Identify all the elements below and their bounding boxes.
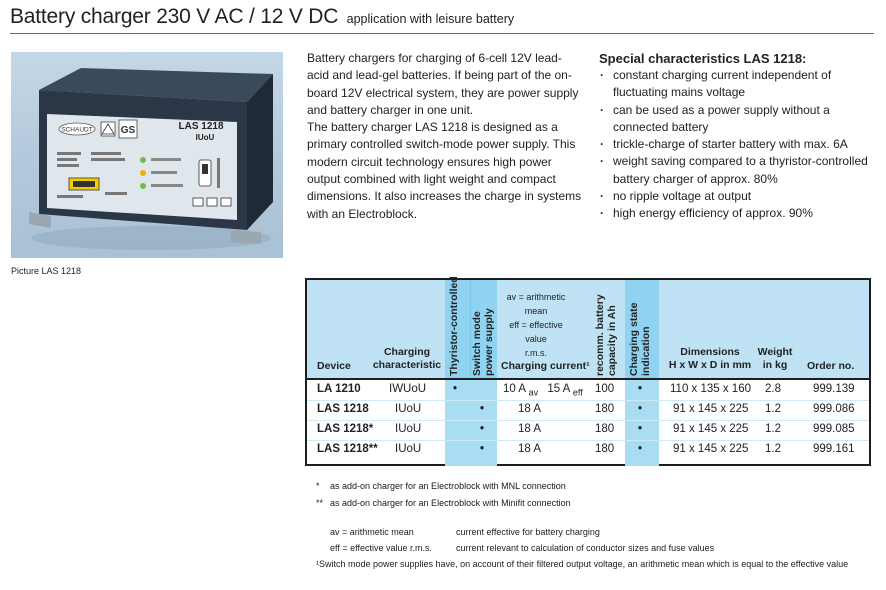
table-row [307,381,869,401]
page-title-sub: application with leisure battery [346,12,515,26]
header-charging-1: Charging [383,346,431,358]
cell-capacity: 100 [595,383,615,395]
cell-weight: 1.2 [765,423,781,435]
special-list [599,67,879,223]
av-note-2: mean [524,306,548,316]
header-charging-current: Charging current¹ [501,360,590,372]
special-title: Special characteristics LAS 1218: [599,51,807,66]
intro-text [307,50,582,223]
cell-weight: 1.2 [765,443,781,455]
header-thyristor: Thyristor-controlled [448,276,460,376]
header-dims-1: Dimensions [680,346,740,358]
cell-switch: • [480,423,485,435]
photo-caption: Picture LAS 1218 [11,266,82,276]
header-switch-1: Switch mode [471,311,483,376]
current-av-value: 10 A [503,383,526,395]
footnote-star2-text: as add-on charger for an Electroblock with Minifit connection [330,498,571,508]
cell-state: • [638,443,643,455]
definition-eff-desc: current relevant to calculation of conductor sizes and fuse values [456,543,715,553]
cell-current: 18 A [518,403,542,415]
photo-gs-label: GS [120,125,136,136]
av-note-1: av = arithmetic [506,292,566,302]
page-title [10,5,514,29]
cell-device: LAS 1218** [317,443,378,455]
special-item: · trickle-charge of starter battery with max. 6A [599,136,879,153]
cell-switch: • [480,403,485,415]
title-divider [10,33,874,34]
header-weight-1: Weight [757,346,793,358]
special-item: · constant charging current independent of fluctuating mains voltage [599,67,879,102]
cell-capacity: 180 [595,423,615,435]
header-weight [753,346,797,372]
cell-order: 999.139 [813,383,855,395]
cell-characteristic: IUoU [395,443,422,455]
special-item: · no ripple voltage at output [599,188,879,205]
product-photo [11,52,283,258]
header-dims-2: H x W x D in mm [668,359,752,371]
footnote-star2-mark: ** [316,498,324,508]
definition-av-term: av = arithmetic mean [330,527,414,537]
cell-weight: 1.2 [765,403,781,415]
table-row [307,401,869,421]
cell-device: LAS 1218* [317,423,374,435]
cell-characteristic: IUoU [395,403,422,415]
eff-note-2: r.m.s. [525,348,547,358]
header-dimensions [663,346,757,372]
intro-paragraph-2: The battery charger LAS 1218 is designed as a primary controlled switch-mode power supply. This modern circuit technology ensures high power output combined with light weight and compact dimensions. It also increases the charge in systems with an Electroblock. [307,120,582,221]
definition-eff-term: eff = effective value r.m.s. [330,543,432,553]
header-state-2: indication [640,326,652,376]
spec-table [305,278,871,466]
cell-device: LAS 1218 [317,403,369,415]
cell-thyristor: • [453,383,458,395]
header-device: Device [317,360,351,372]
header-switch-mode [471,310,495,376]
cell-dimensions: 91 x 145 x 225 [673,423,749,435]
intro-paragraph-1: Battery chargers for charging of 6-cell 12V lead-acid and lead-gel batteries. If being part of the on-board 12V electrical system, they are power supply and battery charger in one unit. [307,51,579,117]
header-battery-capacity [594,284,618,376]
header-battery-2: capacity in Ah [606,305,618,376]
cell-current: 18 A [518,423,542,435]
table-row [307,421,869,441]
header-av-note [499,290,573,360]
cell-order: 999.085 [813,423,855,435]
header-rule [307,378,869,380]
cell-characteristic: IWUoU [389,383,427,395]
cell-state: • [638,383,643,395]
cell-switch: • [480,443,485,455]
special-item: · can be used as a power supply without a connected battery [599,102,879,137]
special-item: · high energy efficiency of approx. 90% [599,205,879,222]
special-characteristics [599,51,879,223]
cell-current [503,383,583,397]
footnote-star2 [316,498,571,508]
header-battery-1: recomm. battery [594,294,606,376]
page-title-main: Battery charger 230 V AC / 12 V DC [10,5,339,28]
cell-characteristic: IUoU [395,423,422,435]
footnote-switch-mode: ¹Switch mode power supplies have, on account of their filtered output voltage, an arithmetic mean which is equal to the effective value [316,559,849,569]
current-eff-value: 15 A [547,383,570,395]
photo-brand-label: SCHAUDT [61,126,93,134]
eff-note-1: eff = effective value [509,320,563,344]
header-charging-characteristic [371,346,443,372]
cell-order: 999.086 [813,403,855,415]
cell-order: 999.161 [813,443,855,455]
cell-current: 18 A [518,443,542,455]
definition-av-desc: current effective for battery charging [456,527,600,537]
header-charging-2: characteristic [372,359,442,371]
footnote-star1-text: as add-on charger for an Electroblock with MNL connection [330,481,566,491]
special-item: · weight saving compared to a thyristor-controlled battery charger of approx. 80% [599,153,879,188]
header-state-1: Charging state [628,302,640,376]
cell-weight: 2.8 [765,383,781,395]
cell-dimensions: 91 x 145 x 225 [673,443,749,455]
current-av-sub: av [528,387,539,398]
cell-dimensions: 91 x 145 x 225 [673,403,749,415]
cell-capacity: 180 [595,403,615,415]
header-charging-state [628,296,652,376]
photo-model-label: LAS 1218 [178,121,224,132]
header-order-no: Order no. [807,360,855,372]
cell-device: LA 1210 [317,383,361,395]
header-switch-2: power supply [483,308,495,376]
photo-type-label: IUoU [195,133,215,142]
current-eff-sub: eff [572,387,583,398]
battery-charger-image [11,52,283,258]
table-row [307,441,869,461]
cell-dimensions: 110 x 135 x 160 [670,383,751,395]
cell-state: • [638,423,643,435]
cell-capacity: 180 [595,443,615,455]
footnote-star1-mark: * [316,481,320,491]
header-weight-2: in kg [762,359,788,371]
footnote-star1 [316,481,566,491]
cell-state: • [638,403,643,415]
